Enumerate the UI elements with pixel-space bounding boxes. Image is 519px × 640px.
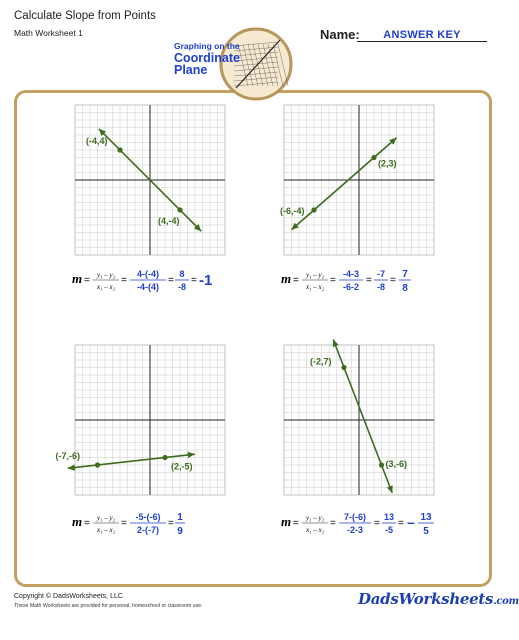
point-label: (-4,4)	[86, 136, 108, 146]
formula-problem-2	[281, 266, 481, 294]
general-denominator: x₁ – x₂	[305, 526, 325, 534]
general-numerator: y₁ – y₂	[96, 271, 116, 279]
point-label: (-7,-6)	[55, 451, 80, 461]
answer-denominator: 8	[402, 283, 408, 294]
general-numerator: y₁ – y₂	[96, 514, 116, 522]
answer-denominator: 9	[177, 526, 183, 537]
reduced-numerator: 13	[383, 512, 395, 522]
plotted-point	[311, 207, 316, 212]
footer-note: These Math Worksheets are provided for personal, homeschool or classroom use.	[14, 603, 203, 609]
point-label: (3,-6)	[385, 459, 408, 469]
point-label: (2,3)	[378, 158, 397, 169]
equals-sign: =	[84, 518, 90, 529]
substituted-denominator: -6-2	[342, 282, 360, 292]
name-underline	[357, 41, 487, 42]
equals-sign: =	[366, 275, 372, 286]
graph-problem-3	[55, 345, 225, 495]
answer-numerator: 7	[402, 269, 408, 280]
slope-symbol: m	[281, 271, 292, 286]
formula-problem-4	[281, 509, 481, 537]
plotted-point	[162, 455, 167, 460]
worksheet-subtitle: Math Worksheet 1	[14, 28, 83, 38]
point-label: (-6,-4)	[280, 206, 305, 216]
substituted-numerator: -4-3	[342, 269, 360, 279]
graph-problem-2	[280, 105, 434, 255]
equals-sign: =	[330, 518, 336, 529]
equals-sign: =	[293, 275, 299, 286]
plotted-point	[379, 462, 384, 467]
point-label: (-2,7)	[310, 356, 332, 367]
equals-sign: =	[191, 275, 197, 286]
reduced-denominator: -8	[376, 282, 386, 292]
slope-answer: -1	[199, 272, 213, 289]
substituted-numerator: 7-(-6)	[344, 512, 366, 522]
equals-sign: =	[330, 275, 336, 286]
plotted-point	[117, 147, 122, 152]
substituted-denominator: 2-(-7)	[137, 525, 159, 535]
general-denominator: x₁ – x₂	[305, 283, 325, 291]
plotted-point	[177, 207, 182, 212]
answer-numerator: 1	[177, 512, 183, 523]
equals-sign: =	[168, 275, 174, 286]
substituted-numerator: 4-(-4)	[137, 269, 159, 279]
equals-sign: =	[293, 518, 299, 529]
answer-numerator: 13	[420, 512, 432, 523]
coordinate-plane-logo	[168, 26, 294, 104]
logo-text-line3: Plane	[174, 63, 208, 77]
equals-sign: =	[374, 518, 380, 529]
worksheet-title: Calculate Slope from Points	[14, 10, 156, 22]
equals-sign: =	[168, 518, 174, 529]
reduced-numerator: -7	[376, 269, 386, 279]
footer-copyright: Copyright © DadsWorksheets, LLC	[14, 593, 123, 600]
general-denominator: x₁ – x₂	[96, 283, 116, 291]
equals-sign: =	[398, 518, 404, 529]
plotted-point	[341, 365, 346, 370]
graph-problem-4	[284, 345, 434, 495]
answer-sign: –	[407, 514, 415, 530]
brand-name: DadsWorksheets	[358, 590, 494, 608]
name-value: ANSWER KEY	[383, 29, 461, 41]
brand-tld: .com	[493, 596, 519, 607]
point-label: (4,-4)	[158, 216, 180, 226]
slope-symbol: m	[72, 271, 83, 286]
general-denominator: x₁ – x₂	[96, 526, 116, 534]
answer-denominator: 5	[423, 526, 429, 537]
graph-problem-1	[75, 105, 225, 255]
logo-text-line1: Graphing on the	[174, 41, 240, 51]
equals-sign: =	[390, 275, 396, 286]
equals-sign: =	[84, 275, 90, 286]
general-numerator: y₁ – y₂	[305, 271, 325, 279]
plotted-point	[95, 462, 100, 467]
equals-sign: =	[121, 518, 127, 529]
formula-problem-3	[72, 509, 272, 537]
slope-symbol: m	[72, 514, 83, 529]
formula-problem-1	[72, 266, 272, 294]
substituted-numerator: -5-(-6)	[135, 512, 161, 522]
reduced-numerator: 8	[179, 269, 185, 279]
plotted-point	[371, 155, 376, 160]
point-label: (2,-5)	[171, 461, 193, 472]
equals-sign: =	[121, 275, 127, 286]
brand-logo	[358, 590, 519, 608]
reduced-denominator: -8	[177, 282, 187, 292]
name-label: Name:	[320, 27, 360, 42]
reduced-denominator: -5	[384, 525, 394, 535]
slope-symbol: m	[281, 514, 292, 529]
logo-text-line2: Coordinate	[174, 51, 240, 65]
general-numerator: y₁ – y₂	[305, 514, 325, 522]
substituted-denominator: -2-3	[346, 525, 364, 535]
substituted-denominator: -4-(4)	[137, 282, 159, 292]
